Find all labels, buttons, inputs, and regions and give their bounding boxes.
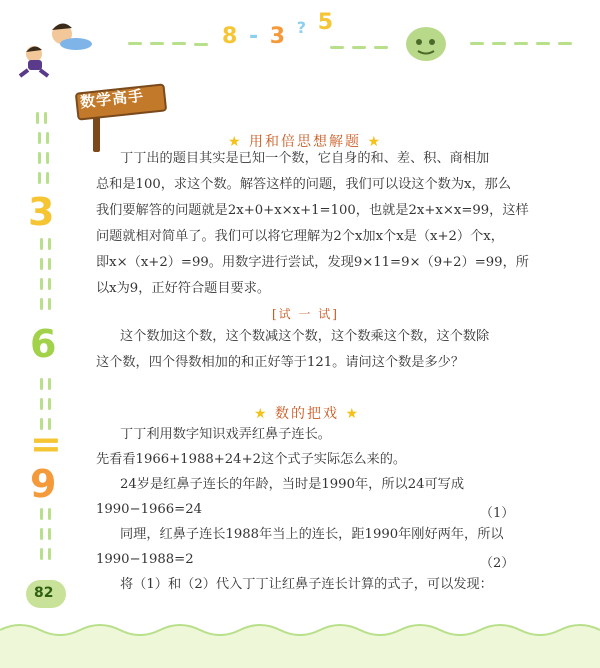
paragraph-line: 总和是100，求这个数。解答这样的问题，我们可以设这个数为x，那么 [96,177,512,192]
equation-line: 1990−1966=24 [96,502,203,517]
paragraph-line: 丁丁出的题目其实是已知一个数，它自身的和、差、积、商相加 [120,151,490,166]
paragraph-line: 将（1）和（2）代入丁丁让红鼻子连长计算的式子，可以发现： [120,577,493,592]
formula-char: 8 [222,24,240,49]
paragraph-line: 先看看1966+1988+24+2这个式子实际怎么来的。 [96,452,407,467]
green-cartoon-illustration [404,24,448,64]
star-icon: ★ [228,134,243,150]
top-formula-decoration [222,10,336,49]
try-it-label: [试 一 试] [272,307,339,321]
equation-label: （1） [480,506,515,521]
paragraph-line: 丁丁利用数字知识戏弄红鼻子连长。 [120,427,331,442]
paragraph-line: 同理，红鼻子连长1988年当上的连长，距1990年刚好两年，所以 [120,527,504,542]
section1-heading [228,131,382,151]
side-number-equals: = [30,422,62,466]
paragraph-line: 这个数，四个得数相加的和正好等于121。请问这个数是多少？ [96,355,465,370]
equation-label: （2） [480,556,515,571]
paragraph-line: 这个数加这个数，这个数减这个数，这个数乘这个数，这个数除 [120,329,490,344]
side-number-6: 6 [30,322,57,366]
section1-title: 用和倍思想解题 [249,134,362,150]
side-number-9: 9 [30,462,57,506]
page-number: 82 [34,585,54,601]
side-number-3: 3 [28,190,55,234]
formula-char: 3 [269,24,288,49]
left-dash-decoration [0,0,80,600]
paragraph-line: 我们要解答的问题就是2x+0+x×x+1=100，也就是2x+x×x=99，这样 [96,203,529,218]
paragraph-line: 24岁是红鼻子连长的年龄，当时是1990年，所以24可写成 [120,477,465,492]
star-icon: ★ [254,406,269,422]
section2-heading [254,403,360,423]
formula-char: - [248,24,261,49]
equation-line: 1990−1988=2 [96,552,194,567]
star-icon: ★ [345,406,361,422]
paragraph-line: 即x×（x+2）=99。用数字进行尝试，发现9×11=9×（9+2）=99，所 [96,255,529,270]
section2-title: 数的把戏 [275,406,340,422]
sign-post-label: 数学高手 [79,86,145,112]
paragraph-line: 以x为9，正好符合题目要求。 [96,281,271,296]
star-icon: ★ [367,134,383,150]
bottom-wave-decoration [0,608,600,668]
paragraph-line: 问题就相对简单了。我们可以将它理解为2个x加x个x是（x+2）个x， [96,229,504,244]
formula-char: 5 [317,10,336,35]
formula-char: ? [296,18,309,37]
